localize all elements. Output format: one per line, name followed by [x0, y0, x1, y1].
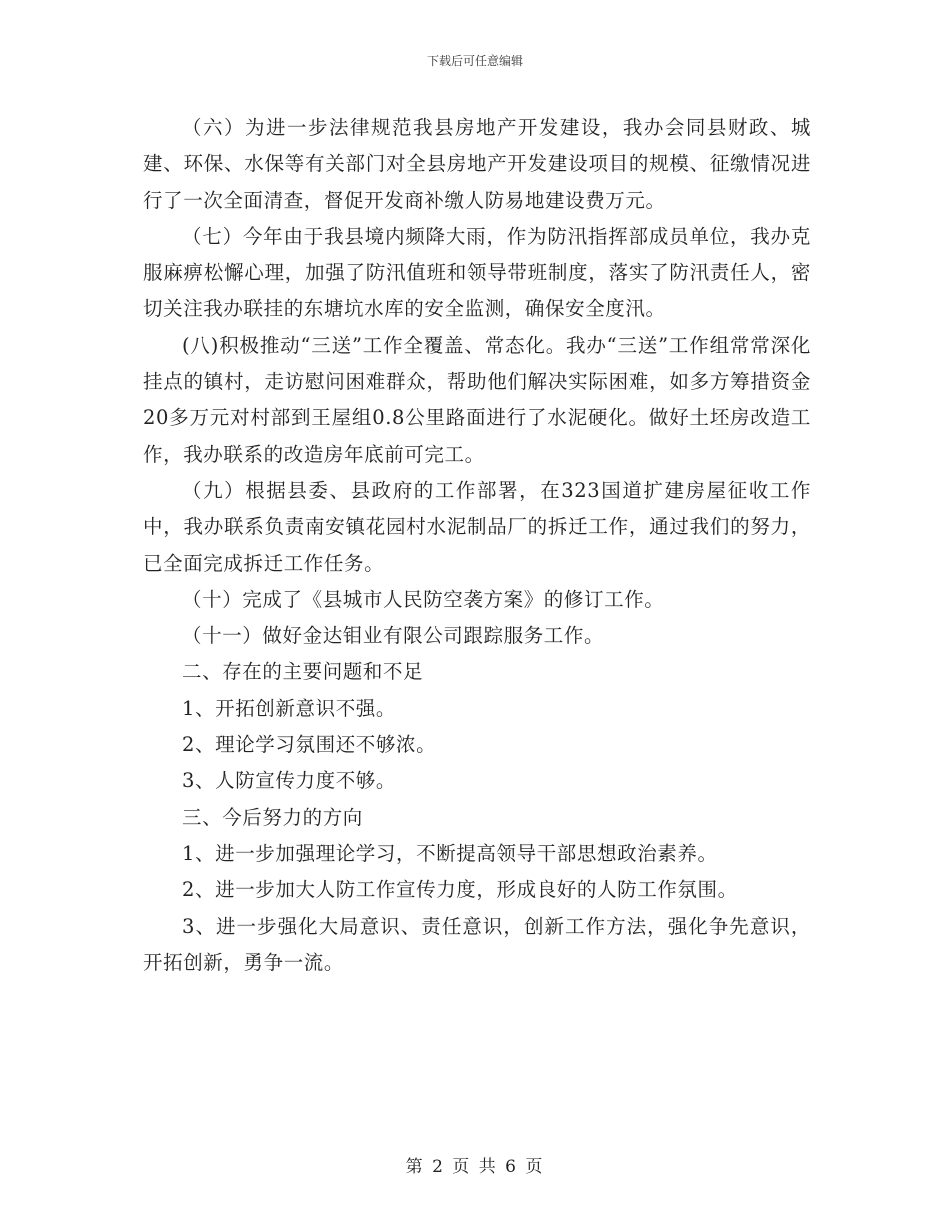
direction-item-2: 2、进一步加大人防工作宣传力度，形成良好的人防工作氛围。: [182, 878, 738, 902]
page-number-footer: 第 2 页 共 6 页: [405, 1157, 545, 1177]
section-heading-problems: 二、存在的主要问题和不足: [182, 660, 424, 684]
paragraph-item-10: （十）完成了《县城市人民防空袭方案》的修订工作。: [182, 587, 665, 611]
problem-item-2: 2、理论学习氛围还不够浓。: [182, 733, 437, 757]
paragraph-item-8: (八)积极推动“三送”工作全覆盖、常态化。我办“三送”工作组常常深化挂点的镇村，走访慰问困难群众，帮助他们解决实际困难，如多方筹措资金20多万元对村部到王屋组0.8公里路面进行了水泥硬化。做好土坯房改造工作，我办联系的改造房年底前可完工。: [143, 333, 811, 466]
paragraph-item-11: （十一）做好金达钼业有限公司跟踪服务工作。: [182, 624, 605, 648]
section-heading-direction: 三、今后努力的方向: [182, 805, 363, 829]
problem-item-1: 1、开拓创新意识不强。: [182, 696, 397, 720]
paragraph-item-9: （九）根据县委、县政府的工作部署，在323国道扩建房屋征收工作中，我办联系负责南安镇花园村水泥制品厂的拆迁工作，通过我们的努力，已全面完成拆迁工作任务。: [143, 478, 811, 575]
document-body: [143, 110, 811, 981]
page-header-note: 下载后可任意编辑: [426, 54, 523, 68]
paragraph-item-6: （六）为进一步法律规范我县房地产开发建设，我办会同县财政、城建、环保、水保等有关部门对全县房地产开发建设项目的规模、征缴情况进行了一次全面清查，督促开发商补缴人防易地建设费万元。: [143, 116, 811, 212]
direction-item-1: 1、进一步加强理论学习，不断提高领导干部思想政治素养。: [182, 841, 718, 865]
paragraph-item-7: （七）今年由于我县境内频降大雨，作为防汛指挥部成员单位，我办克服麻痹松懈心理，加强了防汛值班和领导带班制度，落实了防汛责任人，密切关注我办联挂的东塘坑水库的安全监测，确保安全度汛。: [143, 224, 811, 321]
direction-item-3: 3、进一步强化大局意识、责任意识，创新工作方法，强化争先意识，开拓创新，勇争一流。: [143, 914, 811, 974]
problem-item-3: 3、人防宣传力度不够。: [182, 769, 397, 793]
